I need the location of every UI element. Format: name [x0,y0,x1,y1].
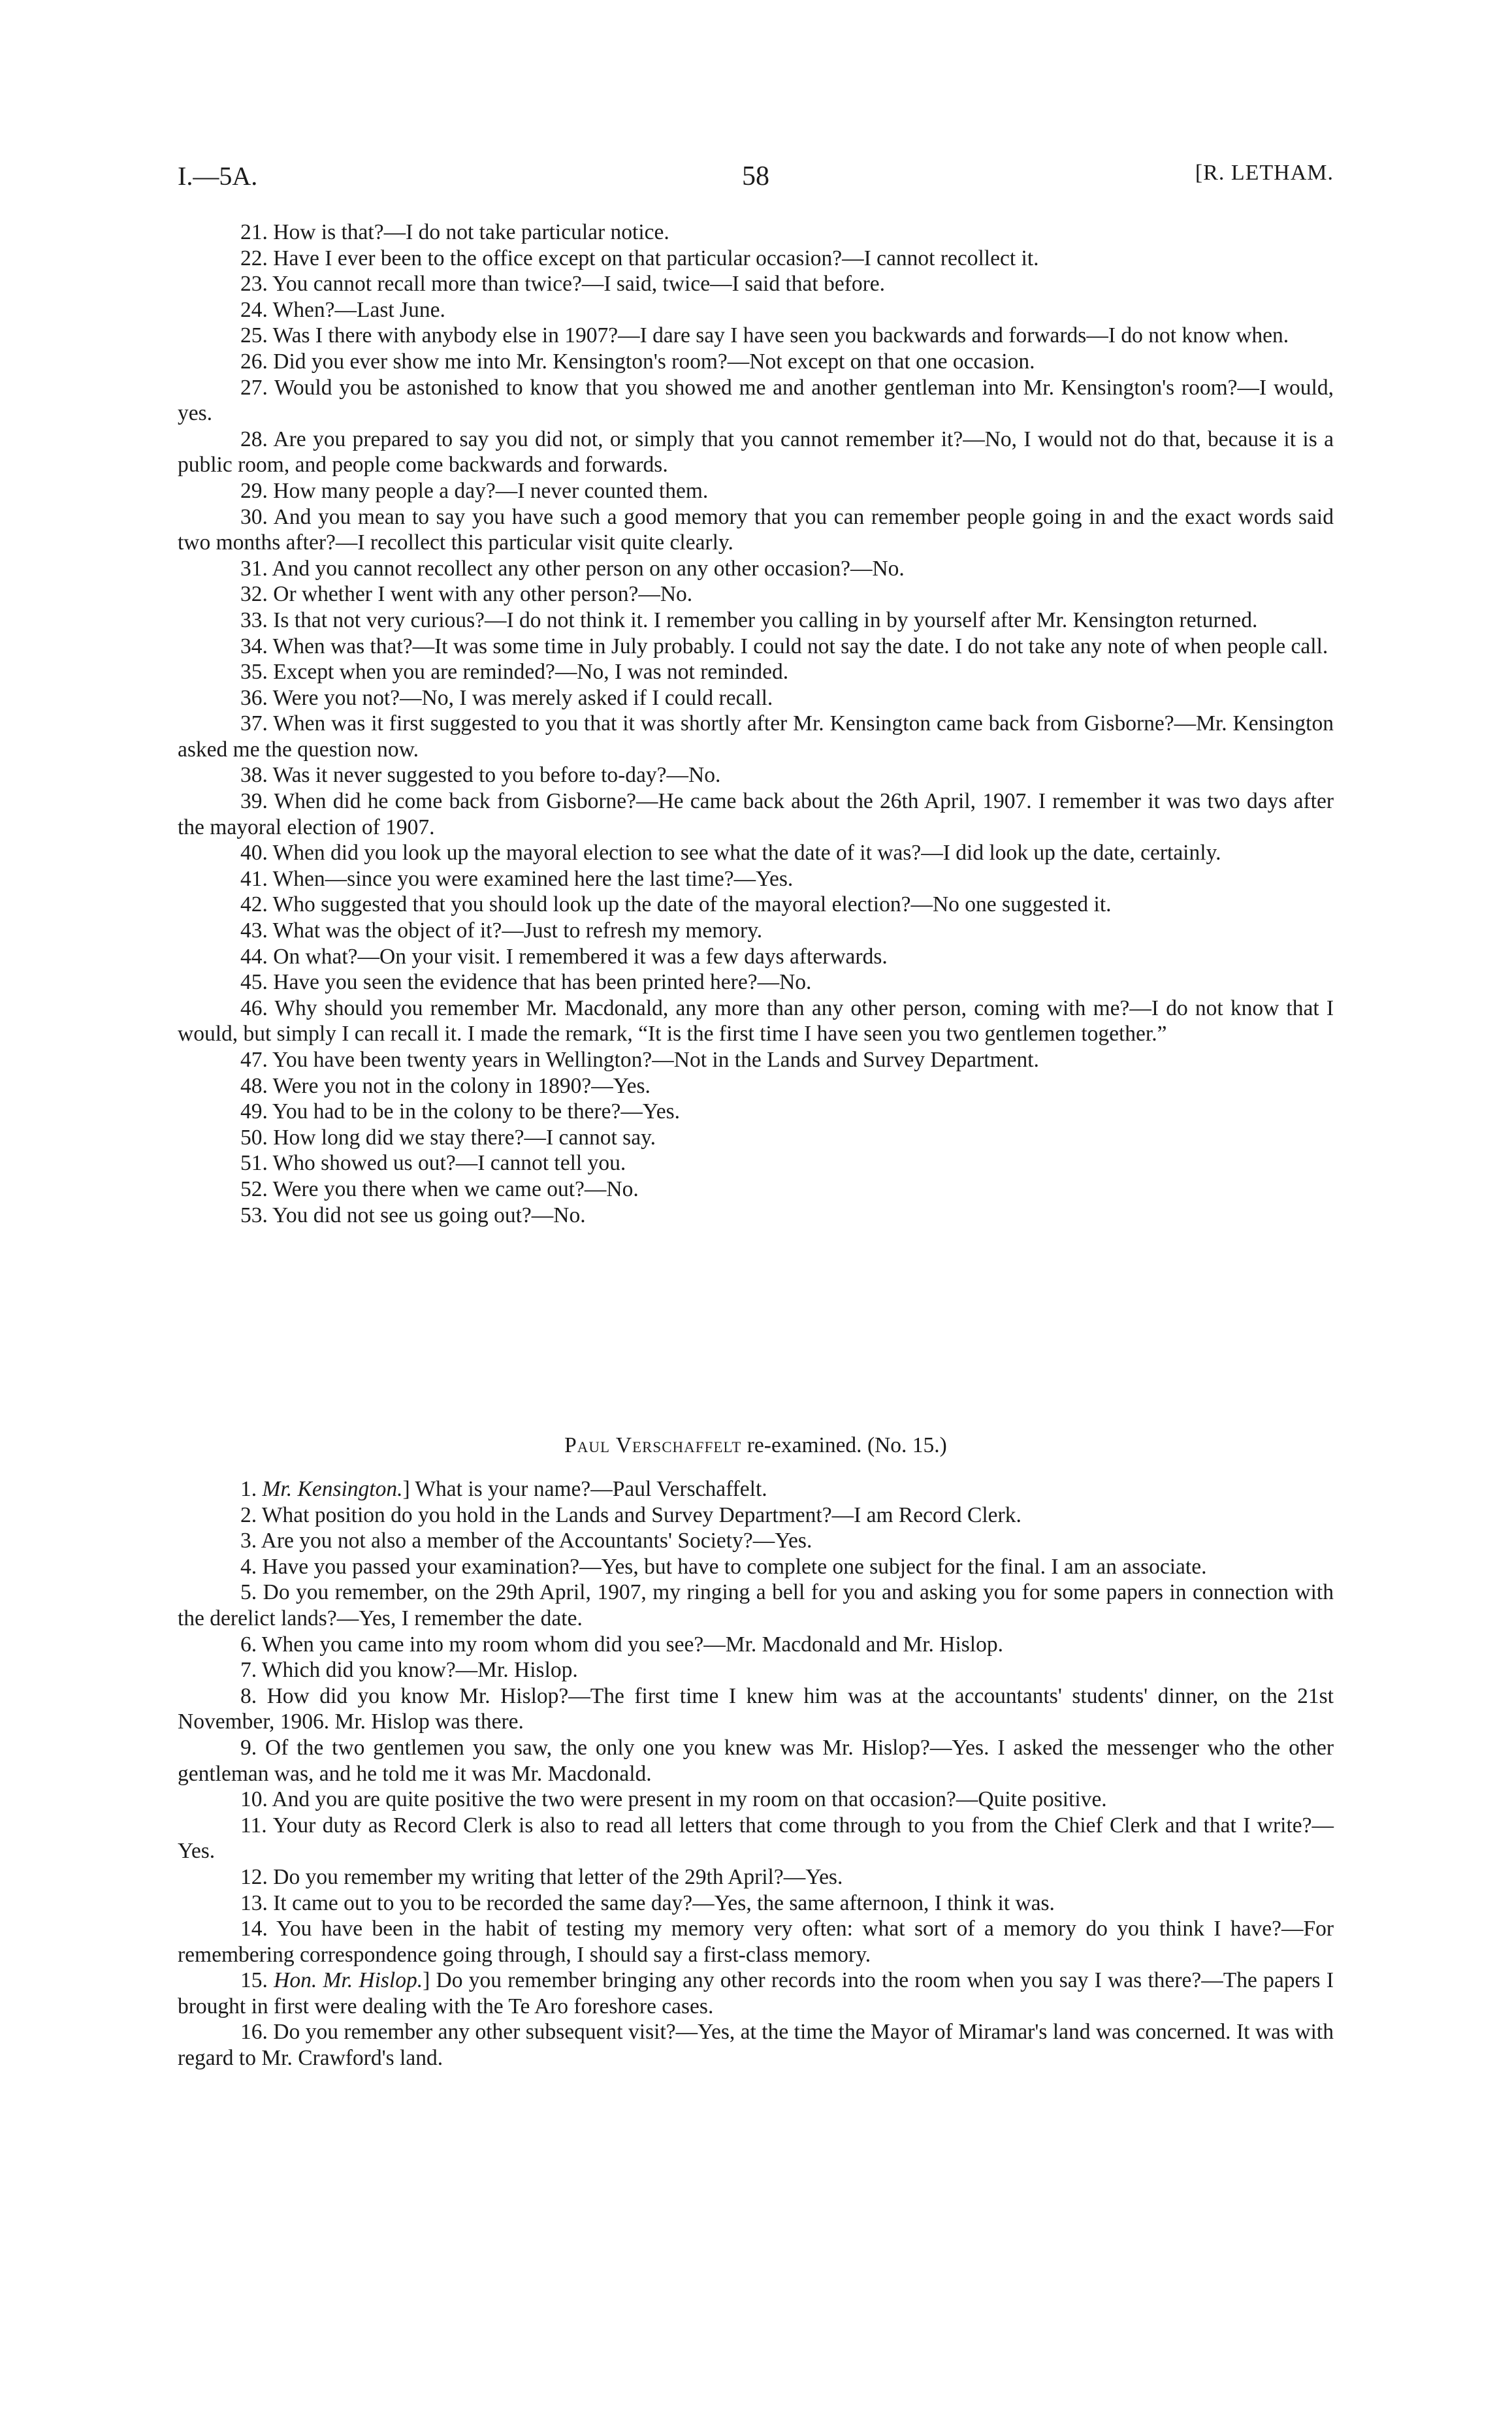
question-answer: 6. When you came into my room whom did you see?—Mr. Macdonald and Mr. Hislop. [240,1632,1003,1657]
question-answer: 30. And you mean to say you have such a good memory that you can remember people going in and the exact words said two months after?—I recollect this particular visit quite clearly. [178,504,1334,555]
question-answer: 47. You have been twenty years in Wellington?—Not in the Lands and Survey Department. [240,1048,1039,1072]
question-answer: 48. Were you not in the colony in 1890?—Yes. [240,1073,651,1098]
question-answer: 29. How many people a day?—I never counted them. [240,478,709,503]
question-answer: 3. Are you not also a member of the Accountants' Society?—Yes. [240,1529,812,1553]
question-answer: 7. Which did you know?—Mr. Hislop. [240,1658,578,1683]
document-reference: I.—5A. [178,161,258,191]
question-answer: 16. Do you remember any other subsequent visit?—Yes, at the time the Mayor of Miramar's land was concerned. It was with regard to Mr. Crawford's land. [178,2020,1334,2071]
question-answer: 41. When—since you were examined here the last time?—Yes. [240,866,794,891]
question-answer: 26. Did you ever show me into Mr. Kensington's room?—Not except on that one occasion. [240,349,1035,374]
question-answer: 45. Have you seen the evidence that has been printed here?—No. [240,970,812,995]
question-answer: 42. Who suggested that you should look up the date of the mayoral election?—No one suggested it. [240,892,1112,917]
question-answer: 35. Except when you are reminded?—No, I was not reminded. [240,660,789,685]
witness-number: (No. 15.) [867,1433,947,1457]
question-answer: 38. Was it never suggested to you before to-day?—No. [240,763,721,788]
question-answer: 4. Have you passed your examination?—Yes, but have to complete one subject for the final. I am an associate. [240,1554,1207,1579]
question-answer: 49. You had to be in the colony to be there?—Yes. [240,1099,681,1124]
question-answer: 44. On what?—On your visit. I remembered it was a few days afterwards. [240,944,888,969]
witness-name: Paul Verschaffelt [564,1433,742,1457]
question-answer [178,1968,1334,2019]
question-answer: 39. When did he come back from Gisborne?—He came back about the 26th April, 1907. I remember it was two days after the mayoral election of 1907. [178,789,1334,839]
question-answer: 50. How long did we stay there?—I cannot say. [240,1125,656,1150]
question-answer: 31. And you cannot recollect any other person on any other occasion?—No. [240,556,905,581]
question-answer: 14. You have been in the habit of testing my memory very often: what sort of a memory do you think I have?—For remembering correspondence going through, I should say a first-class memory. [178,1917,1334,1967]
question-answer: 46. Why should you remember Mr. Macdonald, any more than any other person, coming with me?—I do not know that I would, but simply I can recall it. I made the remark, “It is the first time I have seen you two gentlemen together.” [178,996,1334,1046]
question-answer: 10. And you are quite positive the two were present in my room on that occasion?—Quite positive. [240,1787,1107,1812]
question-number: 1. [240,1477,257,1501]
question-answer [178,1476,1334,1502]
question-answer: 33. Is that not very curious?—I do not think it. I remember you calling in by yourself after Mr. Kensington returned. [240,608,1258,632]
question-answer: 25. Was I there with anybody else in 1907?—I dare say I have seen you backwards and forwards—I do not know when. [240,323,1289,348]
question-answer: 53. You did not see us going out?—No. [240,1203,586,1227]
question-answer: 51. Who showed us out?—I cannot tell you. [240,1151,626,1176]
question-answer: 2. What position do you hold in the Lands and Survey Department?—I am Record Clerk. [240,1502,1021,1527]
question-answer: 24. When?—Last June. [240,297,445,322]
witness-heading [178,1433,1334,1459]
question-answer: 43. What was the object of it?—Just to refresh my memory. [240,918,763,943]
question-answer: 27. Would you be astonished to know that you showed me and another gentleman into Mr. Kensington's room?—I would, yes. [178,375,1334,426]
question-answer: 5. Do you remember, on the 29th April, 1907, my ringing a bell for you and asking you for some papers in connection with the derelict lands?—Yes, I remember the date. [178,1580,1334,1630]
speaker-name: Hon. Mr. Hislop. [274,1968,423,1993]
question-text: ] What is your name?—Paul Verschaffelt. [402,1477,767,1501]
question-answer: 13. It came out to you to be recorded the same day?—Yes, the same afternoon, I think it was. [240,1890,1055,1915]
question-answer: 32. Or whether I went with any other person?—No. [240,582,693,607]
question-answer: 34. When was that?—It was some time in July probably. I could not say the date. I do not take any note of when people call. [240,634,1328,658]
witness-status: re-examined. [747,1433,862,1457]
question-answer: 12. Do you remember my writing that letter of the 29th April?—Yes. [240,1864,843,1889]
page-number: 58 [742,161,769,191]
question-answer: 28. Are you prepared to say you did not, or simply that you cannot remember it?—No, I would not do that, because it is a public room, and people come backwards and forwards. [178,427,1334,478]
question-answer: 11. Your duty as Record Clerk is also to read all letters that come through to you from the Chief Clerk and that I write?—Yes. [178,1813,1334,1864]
question-answer: 52. Were you there when we came out?—No. [240,1176,639,1201]
question-answer: 37. When was it first suggested to you that it was shortly after Mr. Kensington came back from Gisborne?—Mr. Kensington asked me the question now. [178,711,1334,762]
question-number: 15. [240,1968,268,1993]
question-text: ] Do you remember bringing any other records into the room when you say I was there?—The papers I brought in first were dealing with the Te Aro foreshore cases. [178,1968,1334,2018]
testimony-section-2 [178,1476,1334,2071]
question-answer: 22. Have I ever been to the office except on that particular occasion?—I cannot recollect it. [240,246,1039,270]
question-answer: 40. When did you look up the mayoral election to see what the date of it was?—I did look up the date, certainly. [240,841,1221,866]
speaker-name: Mr. Kensington. [262,1477,403,1501]
question-answer: 8. How did you know Mr. Hislop?—The first time I knew him was at the accountants' students' dinner, on the 21st November, 1906. Mr. Hislop was there. [178,1683,1334,1734]
question-answer: 36. Were you not?—No, I was merely asked if I could recall. [240,685,773,710]
witness-running-head: [R. LETHAM. [1195,161,1334,185]
question-answer: 9. Of the two gentlemen you saw, the only one you knew was Mr. Hislop?—Yes. I asked the messenger who the other gentleman was, and he told me it was Mr. Macdonald. [178,1735,1334,1786]
page-header [178,161,1334,200]
question-answer: 21. How is that?—I do not take particular notice. [240,220,669,244]
testimony-section-1 [178,219,1334,1228]
question-answer: 23. You cannot recall more than twice?—I said, twice—I said that before. [240,272,886,297]
